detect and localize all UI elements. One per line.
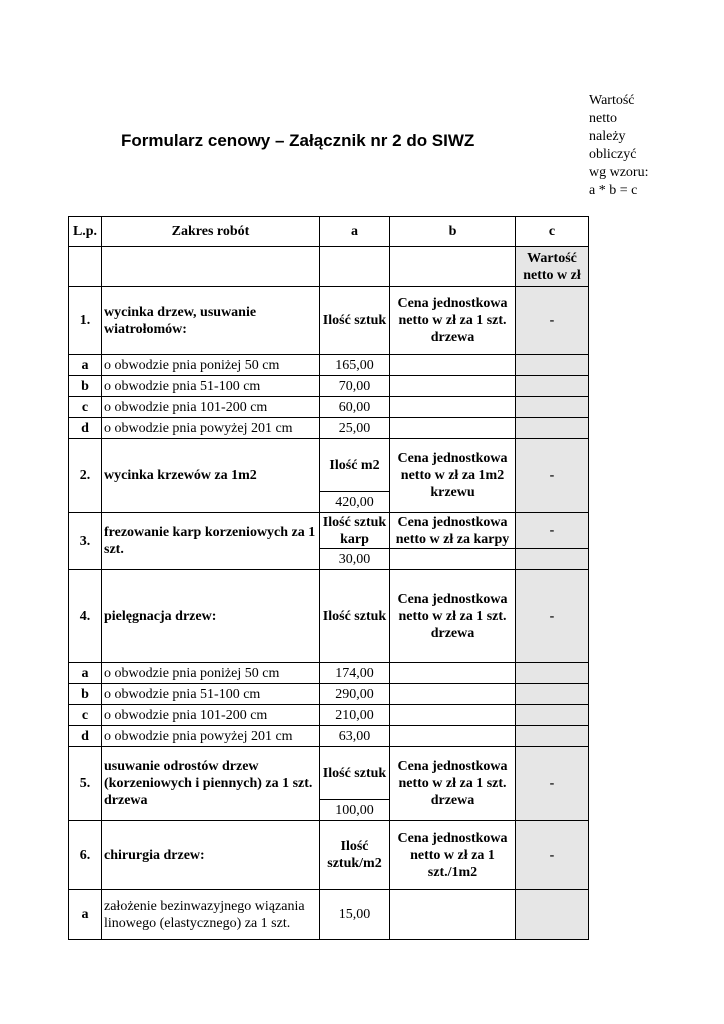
quantity-header: Ilość m2 <box>320 439 390 492</box>
row-description: założenie bezinwazyjnego wiązania linowego (elastycznego) za 1 szt. <box>102 890 320 940</box>
value-cell: - <box>516 287 589 355</box>
section-number: 4. <box>69 570 102 663</box>
row-letter: d <box>69 418 102 439</box>
row-letter: d <box>69 726 102 747</box>
row-quantity: 15,00 <box>320 890 390 940</box>
row-description: o obwodzie pnia powyżej 201 cm <box>102 418 320 439</box>
row-letter: b <box>69 684 102 705</box>
unit-price-header: Cena jednostkowa netto w zł za 1 szt. drzewa <box>390 570 516 663</box>
note-line: wg wzoru: <box>589 165 649 180</box>
unit-price-cell <box>390 890 516 940</box>
unit-price-cell <box>390 376 516 397</box>
header-b: b <box>390 217 516 247</box>
table-row <box>69 663 589 684</box>
value-cell <box>516 705 589 726</box>
section-row-5 <box>69 747 589 800</box>
unit-price-cell <box>390 684 516 705</box>
row-description: o obwodzie pnia 51-100 cm <box>102 376 320 397</box>
value-cell: - <box>516 821 589 890</box>
note-line: należy <box>589 129 626 144</box>
section-number: 1. <box>69 287 102 355</box>
unit-price-cell <box>390 705 516 726</box>
note-line: Wartość <box>589 93 635 108</box>
quantity-header: Ilość sztuk/m2 <box>320 821 390 890</box>
unit-price-header: Cena jednostkowa netto w zł za 1 szt. drzewa <box>390 287 516 355</box>
unit-price-header: Cena jednostkowa netto w zł za 1m2 krzewu <box>390 439 516 513</box>
table-cell <box>102 247 320 287</box>
header-a: a <box>320 217 390 247</box>
value-cell: - <box>516 570 589 663</box>
row-quantity: 60,00 <box>320 397 390 418</box>
table-row <box>69 397 589 418</box>
unit-price-header: Cena jednostkowa netto w zł za 1 szt./1m2 <box>390 821 516 890</box>
price-table <box>68 216 589 940</box>
row-quantity: 420,00 <box>320 492 390 513</box>
table-cell <box>320 247 390 287</box>
value-cell: - <box>516 747 589 821</box>
note-line: a * b = c <box>589 183 638 198</box>
value-cell <box>516 726 589 747</box>
table-row <box>69 376 589 397</box>
value-cell <box>516 355 589 376</box>
table-row <box>69 418 589 439</box>
value-cell <box>516 418 589 439</box>
table-row <box>69 890 589 940</box>
page-title: Formularz cenowy – Załącznik nr 2 do SIWZ <box>121 131 475 150</box>
table-row <box>69 726 589 747</box>
row-description: o obwodzie pnia poniżej 50 cm <box>102 355 320 376</box>
table-subheader-row <box>69 247 589 287</box>
section-row-6 <box>69 821 589 890</box>
value-cell <box>516 397 589 418</box>
section-title: usuwanie odrostów drzew (korzeniowych i piennych) za 1 szt. drzewa <box>102 747 320 821</box>
unit-price-cell <box>390 355 516 376</box>
section-row-4 <box>69 570 589 663</box>
row-description: o obwodzie pnia 51-100 cm <box>102 684 320 705</box>
header-zakres: Zakres robót <box>102 217 320 247</box>
quantity-header: Ilość sztuk karp <box>320 513 390 549</box>
table-row <box>69 684 589 705</box>
header-lp: L.p. <box>69 217 102 247</box>
value-cell: - <box>516 439 589 513</box>
unit-price-cell <box>390 726 516 747</box>
section-title: pielęgnacja drzew: <box>102 570 320 663</box>
row-letter: b <box>69 376 102 397</box>
row-quantity: 25,00 <box>320 418 390 439</box>
section-number: 3. <box>69 513 102 570</box>
value-cell <box>516 549 589 570</box>
section-title: wycinka drzew, usuwanie wiatrołomów: <box>102 287 320 355</box>
header-c-value-netto: Wartość netto w zł <box>516 247 589 287</box>
row-quantity: 30,00 <box>320 549 390 570</box>
row-description: o obwodzie pnia 101-200 cm <box>102 397 320 418</box>
section-row-2 <box>69 439 589 492</box>
table-cell <box>69 247 102 287</box>
header-c: c <box>516 217 589 247</box>
row-quantity: 174,00 <box>320 663 390 684</box>
note-line: obliczyć <box>589 147 637 162</box>
row-letter: c <box>69 397 102 418</box>
value-cell <box>516 684 589 705</box>
section-number: 2. <box>69 439 102 513</box>
row-description: o obwodzie pnia 101-200 cm <box>102 705 320 726</box>
row-quantity: 290,00 <box>320 684 390 705</box>
unit-price-cell <box>390 663 516 684</box>
row-letter: c <box>69 705 102 726</box>
unit-price-cell <box>390 397 516 418</box>
row-letter: a <box>69 663 102 684</box>
unit-price-cell <box>390 549 516 570</box>
section-title: wycinka krzewów za 1m2 <box>102 439 320 513</box>
value-cell <box>516 890 589 940</box>
quantity-header: Ilość sztuk <box>320 570 390 663</box>
row-quantity: 63,00 <box>320 726 390 747</box>
value-cell <box>516 663 589 684</box>
note-line: netto <box>589 111 617 126</box>
row-quantity: 210,00 <box>320 705 390 726</box>
quantity-header: Ilość sztuk <box>320 747 390 800</box>
table-header-row <box>69 217 589 247</box>
section-title: frezowanie karp korzeniowych za 1 szt. <box>102 513 320 570</box>
table-cell <box>390 247 516 287</box>
value-cell: - <box>516 513 589 549</box>
row-quantity: 165,00 <box>320 355 390 376</box>
formula-note <box>589 92 649 200</box>
table-row <box>69 355 589 376</box>
unit-price-cell <box>390 418 516 439</box>
unit-price-header: Cena jednostkowa netto w zł za 1 szt. drzewa <box>390 747 516 821</box>
row-quantity: 100,00 <box>320 800 390 821</box>
unit-price-header: Cena jednostkowa netto w zł za karpy <box>390 513 516 549</box>
row-quantity: 70,00 <box>320 376 390 397</box>
section-number: 6. <box>69 821 102 890</box>
section-row-3 <box>69 513 589 549</box>
section-title: chirurgia drzew: <box>102 821 320 890</box>
section-number: 5. <box>69 747 102 821</box>
section-row-1 <box>69 287 589 355</box>
row-letter: a <box>69 355 102 376</box>
row-description: o obwodzie pnia poniżej 50 cm <box>102 663 320 684</box>
value-cell <box>516 376 589 397</box>
row-letter: a <box>69 890 102 940</box>
row-description: o obwodzie pnia powyżej 201 cm <box>102 726 320 747</box>
quantity-header: Ilość sztuk <box>320 287 390 355</box>
table-row <box>69 705 589 726</box>
